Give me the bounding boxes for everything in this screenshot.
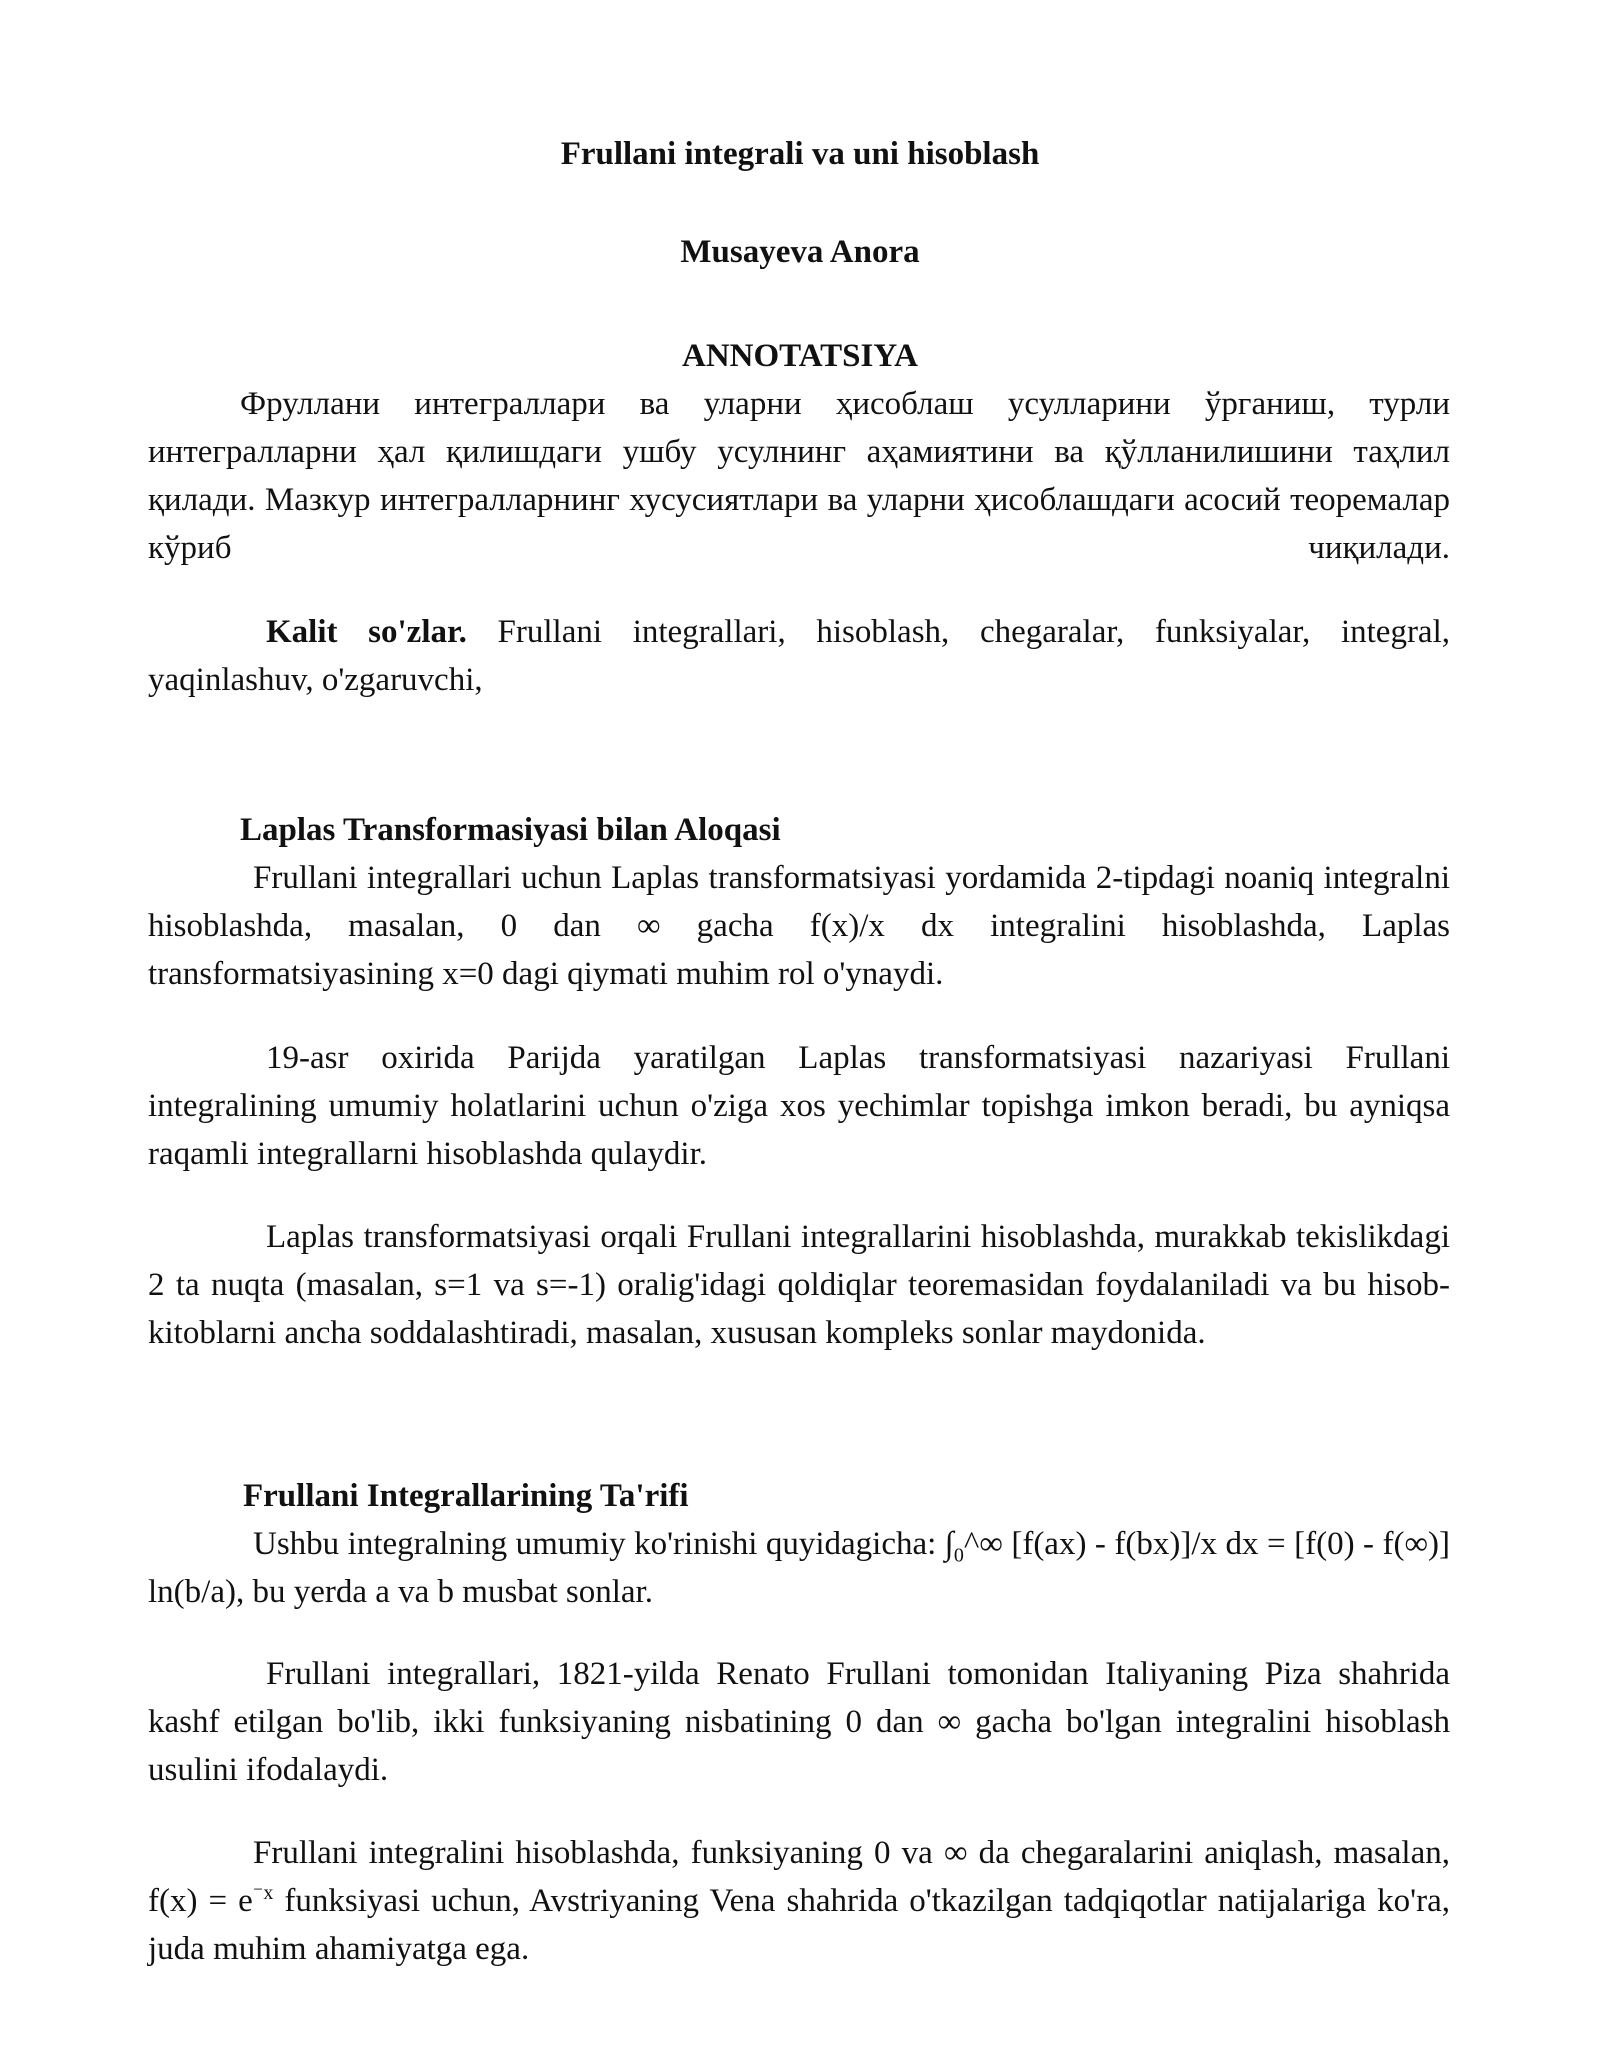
exp-text-before: Frullani integralini hisoblashda, funksiyaning 0 va ∞ da chegaralarini aniqlash, masalan, f(x) = e — [148, 1835, 1450, 1919]
paper-title: Frullani integrali va uni hisoblash — [560, 136, 1040, 172]
laplas-paragraph-1: Frullani integrallari uchun Laplas transformatsiyasi yordamida 2-tipdagi noaniq integralni hisoblashda, masalan, 0 dan ∞ gacha f(x)/x dx integralini hisoblashda, Laplas transformatsiyasining x=0 dagi qiymati muhim rol o'ynaydi. — [148, 860, 1450, 992]
keywords-label: Kalit so'zlar. — [266, 614, 467, 650]
laplas-paragraph-2: 19-asr oxirida Parijda yaratilgan Laplas transformatsiyasi nazariyasi Frullani integralining umumiy holatlarini uchun o'ziga xos yechimlar topishga imkon beradi, bu ayniqsa raqamli integrallarni hisoblashda qulaydir. — [148, 1040, 1450, 1172]
laplas-paragraph-3: Laplas transformatsiyasi orqali Frullani integrallarini hisoblashda, murakkab tekislikdagi 2 ta nuqta (masalan, s=1 va s=-1) oralig'idagi qoldiqlar teoremasidan foydalaniladi va bu hisob-kitoblarni ancha soddalashtiradi, masalan, xususan kompleks sonlar maydonida. — [148, 1219, 1450, 1351]
keywords-text: Frullani integrallari, hisoblash, chegaralar, funksiyalar, integral, yaqinlashuv, o'zgaruvchi, — [148, 614, 1451, 698]
author-name: Musayeva Anora — [680, 234, 920, 270]
definition-paragraph-2: Frullani integrallari, 1821-yilda Renato Frullani tomonidan Italiyaning Piza shahrida kashf etilgan bo'lib, ikki funksiyaning nisbatining 0 dan ∞ gacha bo'lgan integralini hisoblash usulini ifodalaydi. — [148, 1656, 1450, 1788]
definition-paragraph-1 — [148, 1520, 1450, 1616]
definition-paragraph-3 — [148, 1829, 1450, 1973]
section-heading-laplas: Laplas Transformasiyasi bilan Aloqasi — [240, 812, 781, 848]
formula-text-before: Ushbu integralning umumiy ko'rinishi quyidagicha: ∫ — [253, 1526, 954, 1562]
abstract-heading: ANNOTATSIYA — [682, 338, 918, 374]
abstract-text: Фруллани интеграллари ва уларни ҳисоблаш усулларини ўрганиш, турли интегралларни ҳал қилишдаги ушбу усулнинг аҳамиятини ва қўлланилишини таҳлил қилади. Мазкур интегралларнинг хусусиятлари ва уларни ҳисоблашдаги асосий теоремалар кўриб чиқилади. — [148, 386, 1450, 566]
integral-lower-limit: 0 — [953, 1544, 964, 1567]
exponent: ⁻x — [252, 1882, 274, 1904]
keywords-paragraph — [148, 608, 1450, 704]
formula-text-after: ^∞ [f(ax) - f(bx)]/x dx = [f(0) - f(∞)] ln(b/a), bu yerda a va b musbat sonlar. — [148, 1526, 1450, 1610]
section-heading-definition: Frullani Integrallarining Ta'rifi — [243, 1478, 689, 1514]
exp-text-after: funksiyasi uchun, Avstriyaning Vena shahrida o'tkazilgan tadqiqotlar natijalariga ko'ra, juda muhim ahamiyatga ega. — [148, 1883, 1450, 1967]
